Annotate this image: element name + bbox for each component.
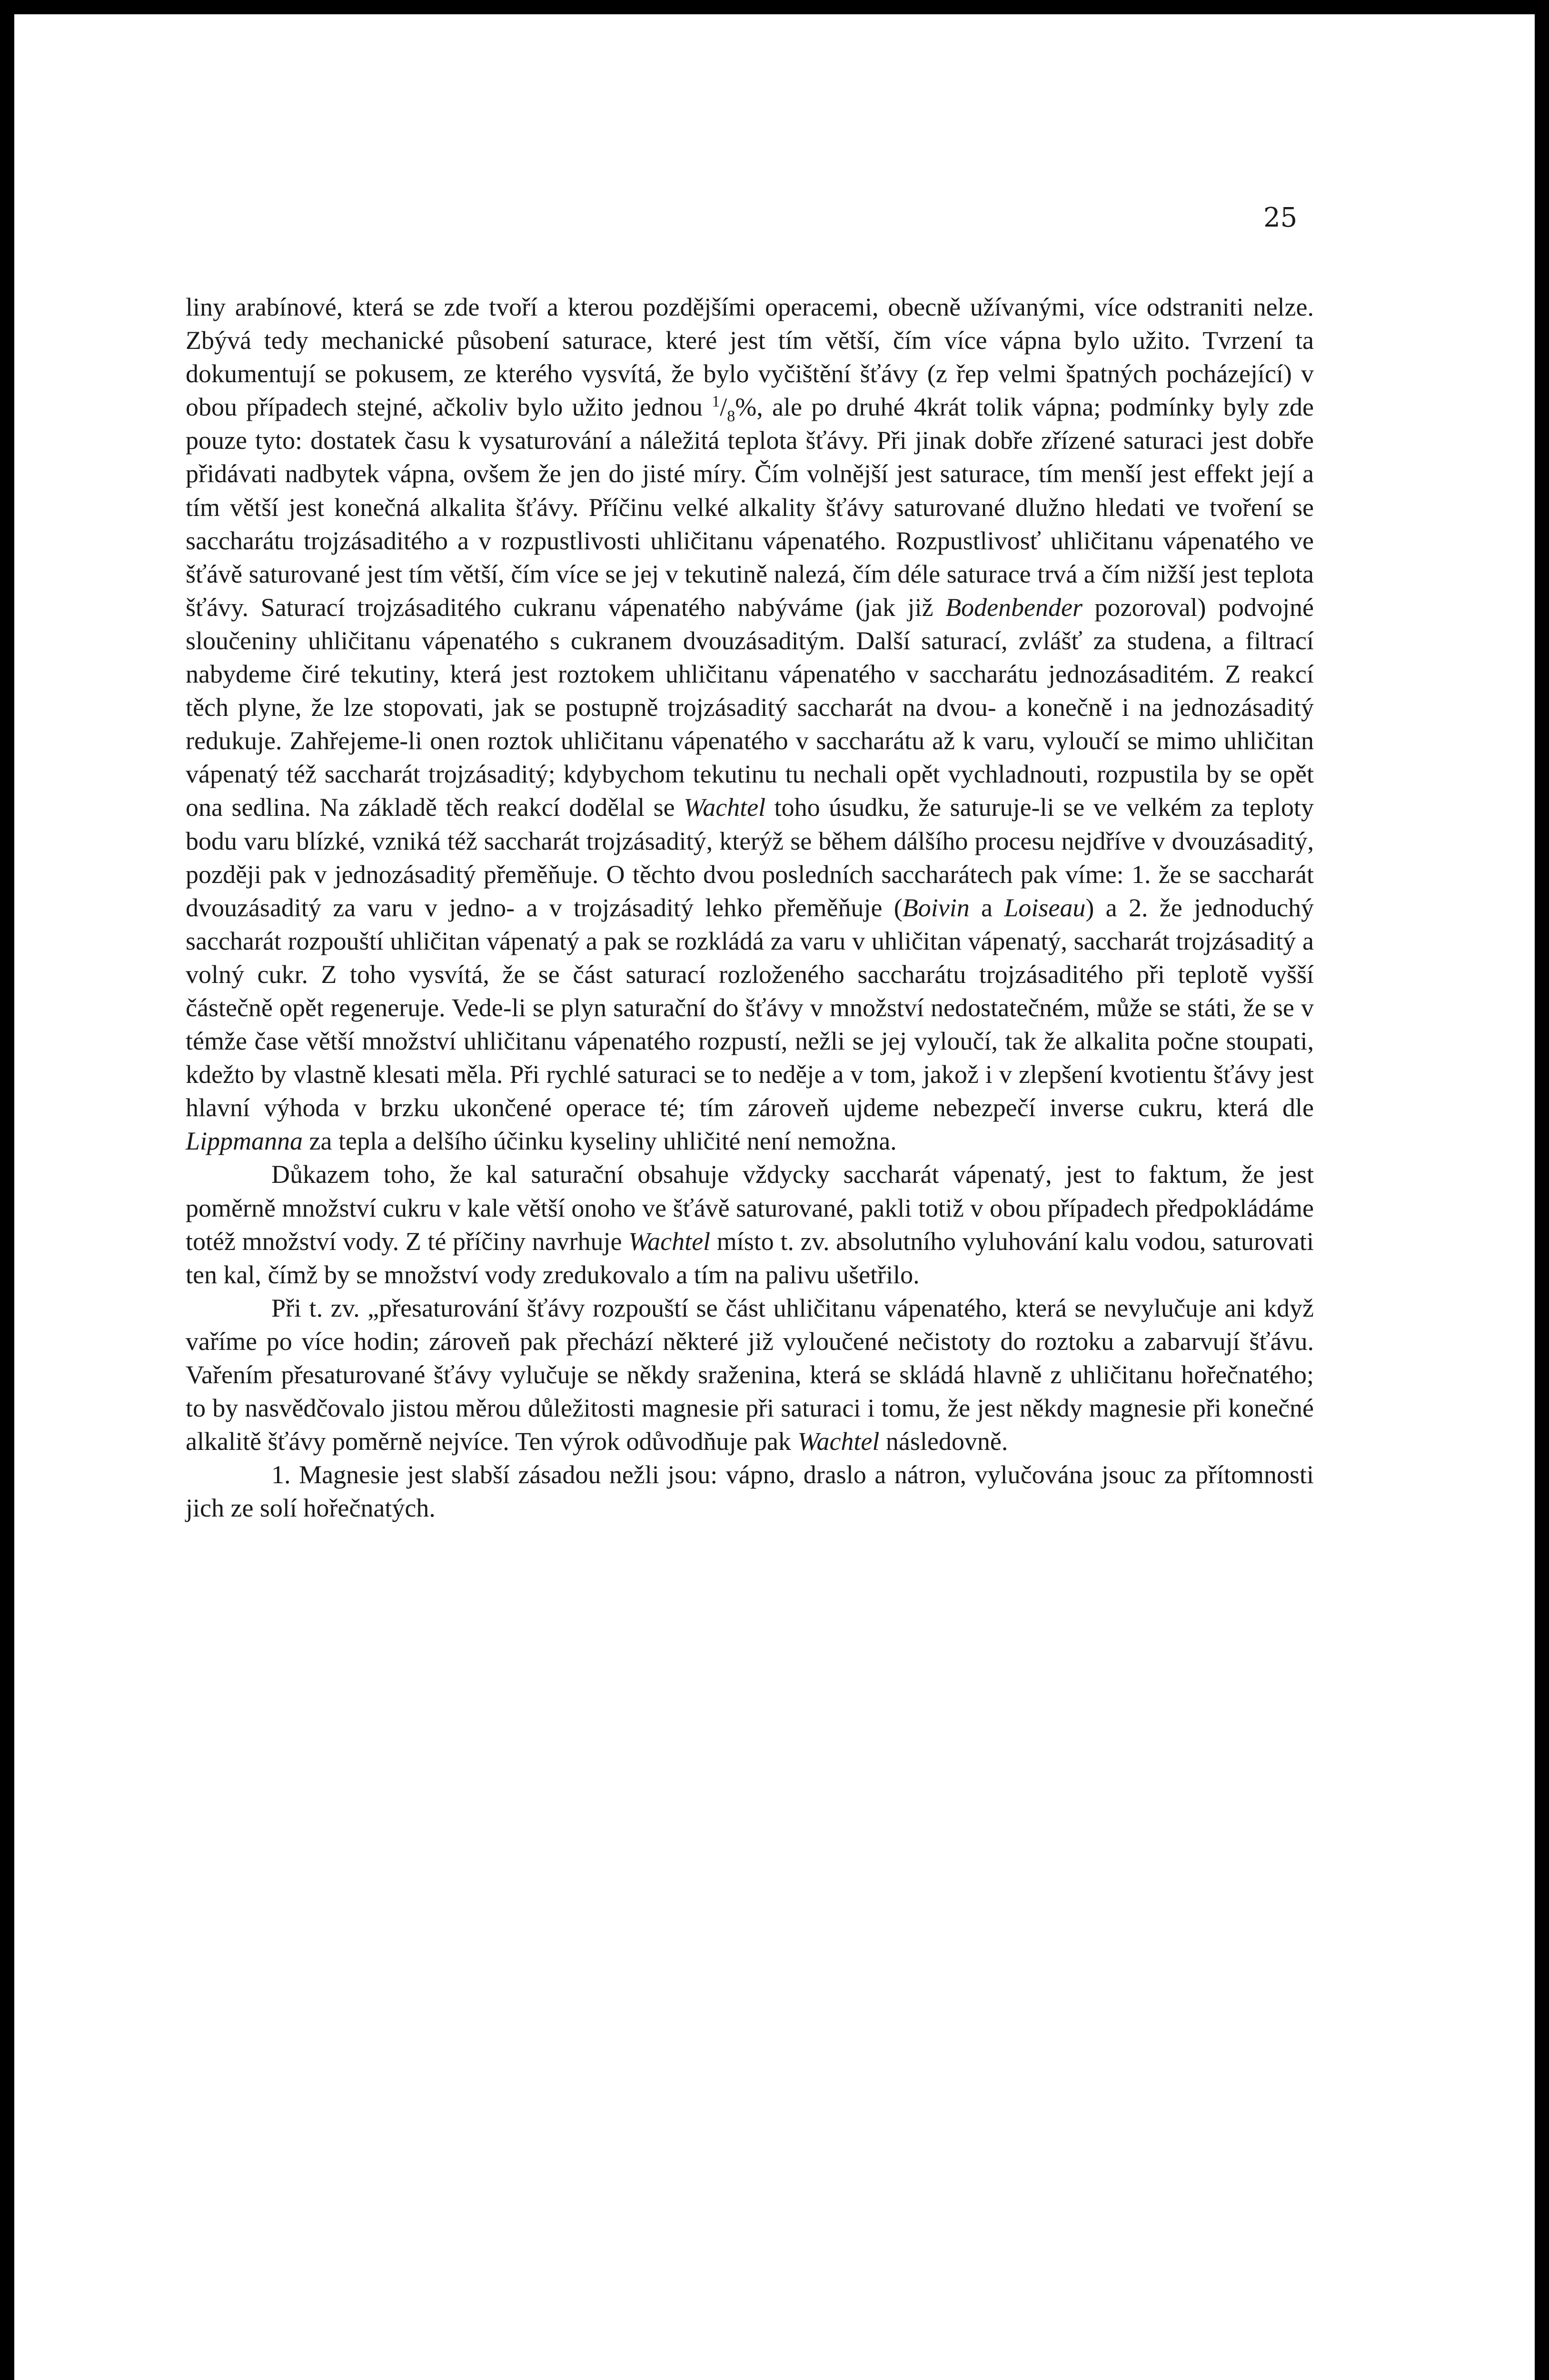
text-run: ) a 2. že jednoduchý saccharát rozpouští uhličitan vápenatý a pak se rozkládá za varu v uhličitan vápenatý, saccharát trojzásaditý a volný cukr. Z toho vysvítá, že se část saturací rozloženého saccharátu trojzásaditého při teplotě vyšší částečně opět regeneruje. Vede-li se plyn saturační do šťávy v množství nedostatečném, může se státi, že se v témže čase větší množství uhličitanu vápenatého rozpustí, nežli se jej vyloučí, tak že alkalita počne stoupati, kdežto by vlastně klesati měla. Při rychlé saturaci se to neděje a v tom, jakož i v zlepšení kvotientu šťávy jest hlavní výhoda v brzku ukončené operace té; tím zároveň ujdeme nebezpečí inverse cukru, která dle (186, 893, 1314, 1122)
subscript: 8 (727, 407, 735, 426)
text-run: za tepla a delšího účinku kyseliny uhličité není nemožna. (303, 1127, 897, 1156)
text-run: 1. Magnesie jest slabší zásadou nežli jsou: vápno, draslo a nátron, vylučována jsouc za přítomnosti jich ze solí hořečnatých. (186, 1460, 1314, 1523)
italic-name: Lippmanna (186, 1127, 303, 1156)
text-run: místo t. zv. absolutního vyluhování kalu vodou, saturovati ten kal, čímž by se množství vody zredukovalo a tím na palivu ušetřilo. (186, 1227, 1314, 1289)
italic-name: Wachtel (684, 793, 766, 822)
paragraph (186, 290, 1314, 1158)
text-run: liny arabínové, která se zde tvoří a kterou pozdějšími operacemi, obecně užívanými, více odstraniti nelze. Zbývá tedy mechanické působení saturace, které jest tím větší, čím více vápna bylo užito. Tvrzení ta dokumentují se pokusem, ze kterého vysvítá, že bylo vyčištění šťávy (z řep velmi špatných pocházející) v obou případech stejné, ačkoliv bylo užito jednou (186, 293, 1314, 422)
text-run: následovně. (879, 1427, 1008, 1456)
text-run: %, ale po druhé 4krát tolik vápna; podmínky byly zde pouze tyto: dostatek času k vysaturování a náležitá teplota šťávy. Při jinak dobře zřízené saturaci jest dobře přidávati nadbytek vápna, ovšem že jen do jisté míry. Čím volnější jest saturace, tím menší jest effekt její a tím větší jest konečná alkalita šťávy. Příčinu velké alkality šťávy saturované dlužno hledati ve tvoření se saccharátu trojzásaditého a v rozpustlivosti uhličitanu vápenatého. Rozpustlivosť uhličitanu vápenatého ve šťávě saturované jest tím větší, čím více se jej v tekutině nalezá, čím déle saturace trvá a čím nižší jest teplota šťávy. Saturací trojzásaditého cukranu vápenatého nabýváme (jak již (186, 393, 1314, 622)
text-run: / (720, 393, 727, 422)
document-page (14, 14, 1535, 2380)
italic-name: Wachtel (797, 1427, 880, 1456)
superscript: 1 (712, 393, 720, 411)
italic-name: Bodenbender (945, 593, 1082, 622)
paragraph (186, 1291, 1314, 1458)
italic-name: Loiseau (1004, 893, 1086, 922)
italic-name: Boivin (902, 893, 970, 922)
body-text (186, 290, 1314, 1525)
paragraph (186, 1458, 1314, 1525)
text-run: a (969, 893, 1004, 922)
text-run: Při t. zv. „přesaturování šťávy rozpouští se část uhličitanu vápenatého, která se nevylučuje ani když vaříme po více hodin; zároveň pak přechází některé již vyloučené nečistoty do roztoku a zabarvují šťávu. Vařením přesaturované šťávy vylučuje se někdy sraženina, která se skládá hlavně z uhličitanu hořečnatého; to by nasvědčovalo jistou měrou důležitosti magnesie při saturaci i tomu, že jest někdy magnesie při konečné alkalitě šťávy poměrně nejvíce. Ten výrok odůvodňuje pak (186, 1293, 1314, 1456)
italic-name: Wachtel (628, 1227, 711, 1256)
text-run: Důkazem toho, že kal saturační obsahuje vždycky saccharát vápenatý, jest to faktum, že jest poměrně množství cukru v kale větší onoho ve šťávě saturované, pakli totiž v obou případech předpokládáme totéž množství vody. Z té příčiny navrhuje (186, 1160, 1314, 1256)
page-number: 25 (1263, 202, 1298, 233)
text-run: pozoroval) podvojné sloučeniny uhličitanu vápenatého s cukranem dvouzásaditým. Další saturací, zvlášť za studena, a filtrací nabydeme čiré tekutiny, která jest roztokem uhličitanu vápenatého v saccharátu jednozásaditém. Z reakcí těch plyne, že lze stopovati, jak se postupně trojzásaditý saccharát na dvou- a konečně i na jednozásaditý redukuje. Zahřejeme-li onen roztok uhličitanu vápenatého v saccharátu až k varu, vyloučí se mimo uhličitan vápenatý též saccharát trojzásaditý; kdybychom tekutinu tu nechali opět vychladnouti, rozpustila by se opět ona sedlina. Na základě těch reakcí dodělal se (186, 593, 1314, 822)
text-run: toho úsudku, že saturuje-li se ve velkém za teploty bodu varu blízké, vzniká též saccharát trojzásaditý, kterýž se během dálšího procesu nejdříve v dvouzásaditý, později pak v jednozásaditý přeměňuje. O těchto dvou posledních saccharátech pak víme: 1. že se saccharát dvouzásaditý za varu v jedno- a v trojzásaditý lehko přeměňuje ( (186, 793, 1314, 922)
paragraph (186, 1158, 1314, 1291)
